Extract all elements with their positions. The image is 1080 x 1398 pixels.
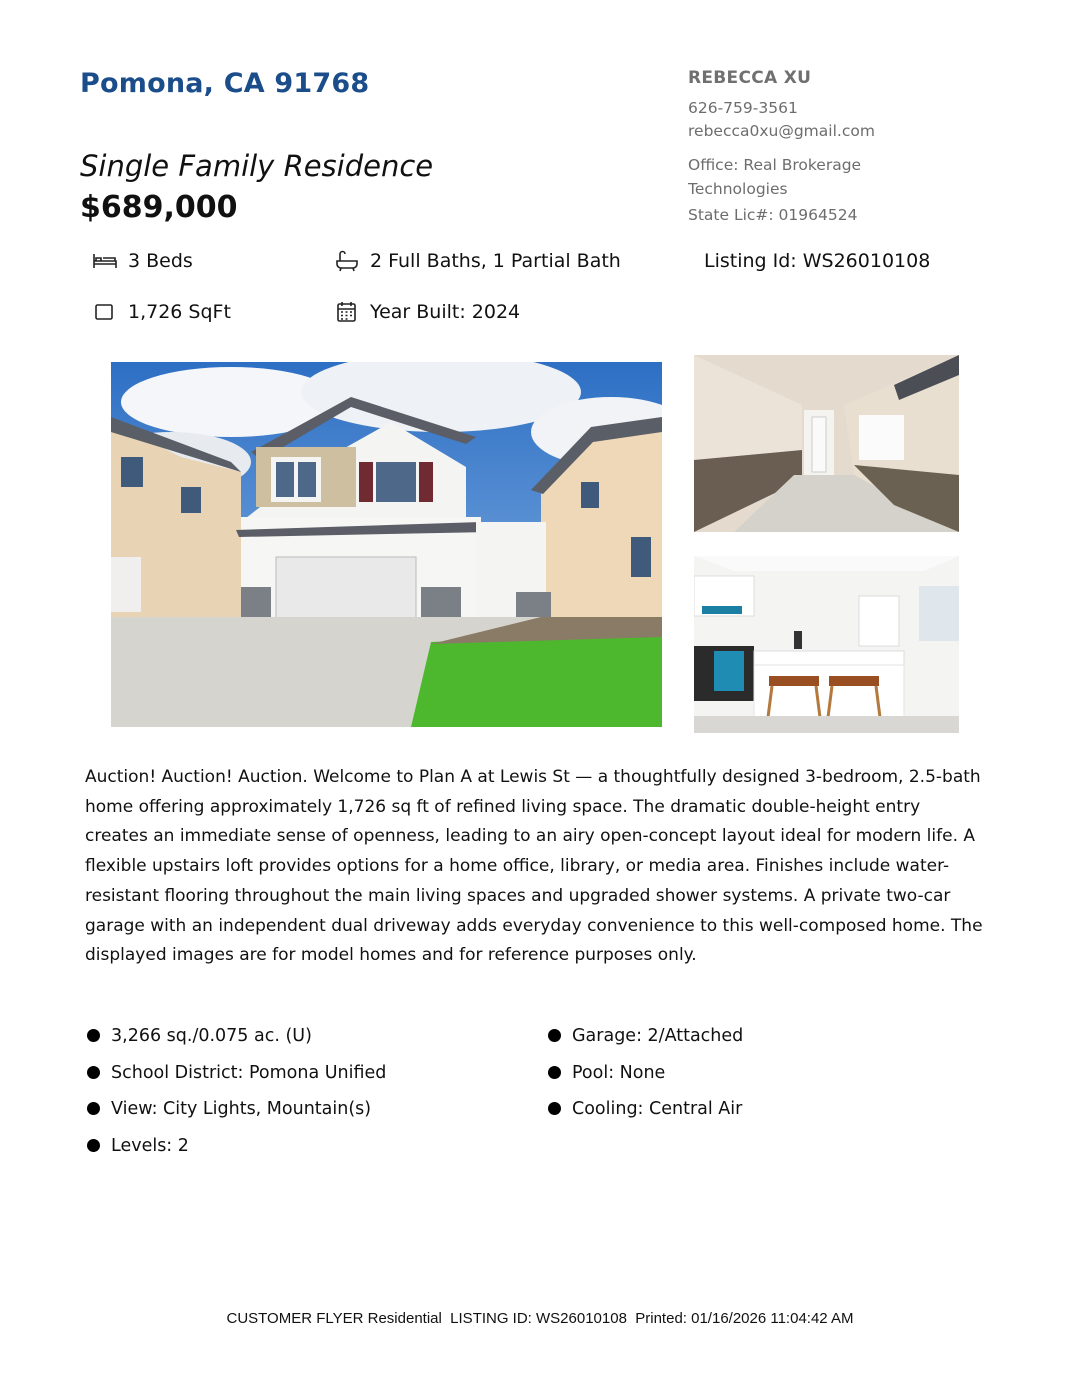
agent-email: rebecca0xu@gmail.com [688,122,875,140]
detail-item-levels: Levels: 2 [85,1135,505,1169]
listing-id: Listing Id: WS26010108 [704,250,931,272]
main-house-photo [111,362,662,727]
details-list-left [85,1025,505,1169]
footer-info: CUSTOMER FLYER Residential LISTING ID: WS26010108 Printed: 01/16/2026 11:04:42 AM [226,1310,854,1327]
bathtub-icon [334,250,360,272]
listing-address: Pomona, CA 91768 [80,68,370,99]
agent-phone: 626-759-3561 [688,99,798,117]
kitchen-photo [694,556,959,733]
detail-item-school: School District: Pomona Unified [85,1062,505,1099]
property-type: Single Family Residence [80,149,434,183]
year-feature [334,301,520,323]
baths-feature [334,250,621,272]
beds-feature [92,250,193,272]
detail-item-lot: 3,266 sq./0.075 ac. (U) [85,1025,505,1062]
calendar-icon [334,301,360,323]
beds-label: 3 Beds [128,250,193,272]
detail-item-garage: Garage: 2/Attached [546,1025,966,1062]
baths-label: 2 Full Baths, 1 Partial Bath [370,250,621,272]
detail-item-cooling: Cooling: Central Air [546,1098,966,1135]
detail-item-pool: Pool: None [546,1062,966,1099]
detail-item-view: View: City Lights, Mountain(s) [85,1098,505,1135]
details-list-right [546,1025,966,1135]
square-icon [92,301,118,323]
sqft-label: 1,726 SqFt [128,301,231,323]
agent-name: REBECCA XU [688,68,812,88]
walkway-photo [694,355,959,532]
property-description: Auction! Auction! Auction. Welcome to Plan A at Lewis St — a thoughtfully designed 3-bedroom, 2.5-bath home offering approximately 1,726 sq ft of refined living space. The dramatic double-height entry creates an immediate sense of openness, leading to an airy open-concept layout ideal for modern life. A flexible upstairs loft provides options for a home office, library, or media area. Finishes include water-resistant flooring throughout the main living spaces and upgraded shower systems. A private two-car garage with an independent dual driveway adds everyday convenience to this well-composed home. The displayed images are for model homes and for reference purposes only. [85,767,983,966]
year-label: Year Built: 2024 [370,301,521,323]
agent-office: Office: Real Brokerage Technologies [688,156,862,198]
agent-license: State Lic#: 01964524 [688,206,858,224]
listing-price: $689,000 [80,190,238,225]
sqft-feature [92,301,231,323]
bed-icon [92,250,118,272]
